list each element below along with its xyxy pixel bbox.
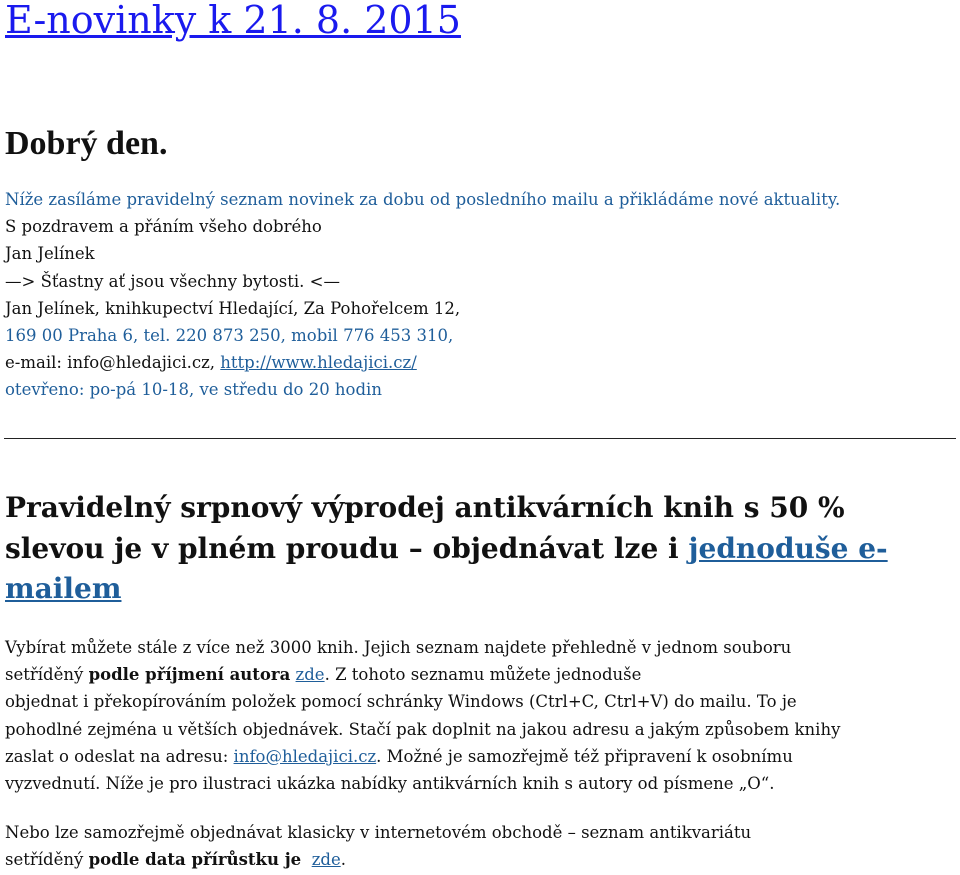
closing-line: S pozdravem a přáním všeho dobrého	[5, 217, 322, 237]
para-line: Nebo lze samozřejmě objednávat klasicky v internetovém obchodě – seznam antikvariátu	[5, 823, 752, 842]
bold-text: podle data přírůstku je	[88, 850, 302, 870]
order-email-link[interactable]: info@hledajici.cz	[233, 746, 377, 766]
sender-name: Jan Jelínek	[5, 244, 95, 264]
motto: —> Šťastny ať jsou všechny bytosti. <—	[5, 271, 340, 291]
para-line	[5, 661, 955, 688]
para-text: . Z tohoto seznamu můžete jednoduše	[324, 665, 642, 685]
para-line: objednat i překopírováním položek pomocí schránky Windows (Ctrl+C, Ctrl+V) do mailu. To je	[5, 692, 797, 712]
divider	[4, 438, 956, 439]
spacer	[301, 850, 312, 869]
opening-hours: otevřeno: po-pá 10-18, ve středu do 20 hodin	[5, 380, 382, 400]
phone-line: 169 00 Praha 6, tel. 220 873 250, mobil 776 453 310,	[5, 326, 454, 346]
intro-block	[5, 186, 840, 404]
para-line: vyzvednutí. Níže je pro ilustraci ukázka nabídky antikvárních knih s autory od písmene „O“.	[5, 774, 775, 794]
email-text: e-mail: info@hledajici.cz,	[5, 353, 221, 373]
para-line: pohodlné zejména u větších objednávek. Stačí pak doplnit na jakou adresu a jakým způsobem knihy	[5, 719, 841, 739]
para-text: .	[340, 850, 346, 870]
greeting: Dobrý den.	[5, 125, 168, 162]
para-line	[5, 743, 955, 770]
heading-line-1: Pravidelný srpnový výprodej antikvárních knih s 50 %	[5, 491, 845, 524]
title-link[interactable]: E-novinky k 21. 8. 2015	[5, 0, 461, 42]
list-by-date-link[interactable]: zde	[311, 850, 341, 870]
website-link[interactable]: http://www.hledajici.cz/	[220, 353, 417, 373]
para-text: setříděný	[5, 665, 89, 685]
bold-text: podle příjmení autora	[88, 665, 291, 685]
contact-line	[5, 349, 840, 376]
para-text: zaslat o odeslat na adresu:	[5, 746, 234, 766]
paragraph-shop	[5, 819, 955, 873]
list-by-author-link[interactable]: zde	[295, 665, 325, 685]
page-title	[5, 0, 461, 42]
para-text: setříděný	[5, 850, 89, 870]
section-heading	[5, 488, 945, 610]
email-order-link-part2: mailem	[5, 572, 122, 605]
email-order-link-part1: jednoduše e-	[688, 531, 888, 565]
para-text: . Možné je samozřejmě též připravení k osobnímu	[376, 746, 793, 766]
para-line	[5, 846, 955, 873]
heading-line-2: slevou je v plném proudu – objednávat lze i	[5, 531, 689, 565]
paragraph-sale	[5, 634, 955, 797]
shop-address: Jan Jelínek, knihkupectví Hledající, Za Pohořelcem 12,	[5, 298, 461, 318]
para-line: Vybírat můžete stále z více než 3000 knih. Jejich seznam najdete přehledně v jednom souboru	[5, 638, 792, 657]
intro-line: Níže zasíláme pravidelný seznam novinek za dobu od posledního mailu a přikládáme nové aktuality.	[5, 190, 841, 209]
